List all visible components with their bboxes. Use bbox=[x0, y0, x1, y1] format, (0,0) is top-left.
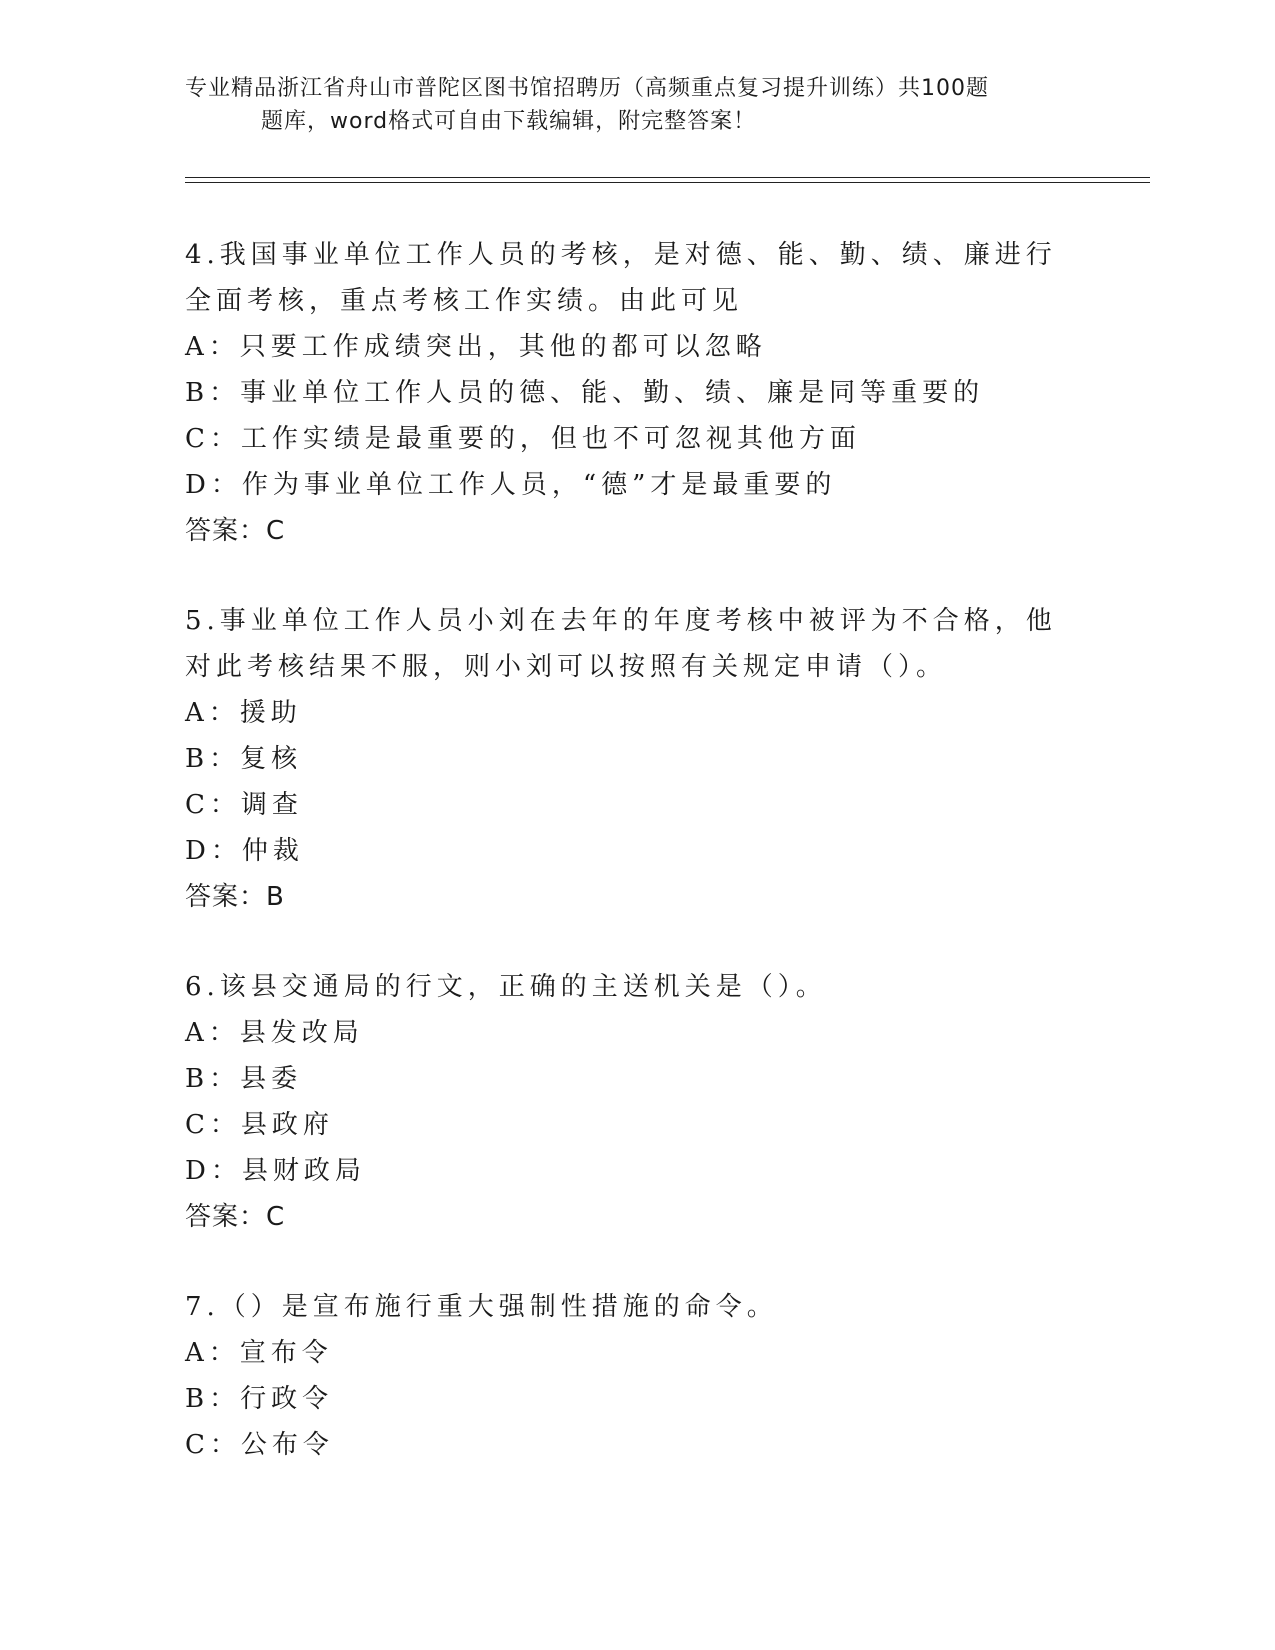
header-title-line-1: 专业精品浙江省舟山市普陀区图书馆招聘历（高频重点复习提升训练）共100题 bbox=[185, 76, 989, 101]
option-a: A：宣布令 bbox=[185, 1338, 333, 1368]
question-text: 7.（）是宣布施行重大强制性措施的命令。 bbox=[185, 1292, 778, 1322]
answer-line: 答案：C bbox=[185, 1202, 286, 1232]
header-divider-bottom bbox=[185, 182, 1150, 183]
question-text: 5.事业单位工作人员小刘在去年的年度考核中被评为不合格，他对此考核结果不服，则小刘可以按照有关规定申请（）。 bbox=[185, 606, 1057, 682]
option-b: B：复核 bbox=[185, 744, 303, 774]
answer-line: 答案：C bbox=[185, 516, 286, 546]
document-header bbox=[185, 72, 1065, 138]
option-c: C：调查 bbox=[185, 790, 303, 820]
header-divider-top bbox=[185, 177, 1150, 178]
question-item bbox=[185, 598, 1085, 920]
question-item bbox=[185, 1284, 1085, 1468]
option-a: A：援助 bbox=[185, 698, 302, 728]
option-b: B：县委 bbox=[185, 1064, 303, 1094]
question-text: 6.该县交通局的行文，正确的主送机关是（）。 bbox=[185, 972, 827, 1002]
answer-line: 答案：B bbox=[185, 882, 285, 912]
option-c: C：公布令 bbox=[185, 1430, 334, 1460]
option-b: B：行政令 bbox=[185, 1384, 334, 1414]
option-b: B：事业单位工作人员的德、能、勤、绩、廉是同等重要的 bbox=[185, 378, 985, 408]
question-list bbox=[185, 232, 1085, 1512]
header-title-line-2: 题库，word格式可自由下载编辑，附完整答案！ bbox=[261, 109, 757, 134]
question-item bbox=[185, 964, 1085, 1240]
option-a: A：县发改局 bbox=[185, 1018, 364, 1048]
option-c: C：工作实绩是最重要的，但也不可忽视其他方面 bbox=[185, 424, 861, 454]
question-text: 4.我国事业单位工作人员的考核，是对德、能、勤、绩、廉进行全面考核，重点考核工作实绩。由此可见 bbox=[185, 240, 1057, 316]
option-d: D：作为事业单位工作人员，“德”才是最重要的 bbox=[185, 470, 837, 500]
option-d: D：仲裁 bbox=[185, 836, 304, 866]
question-item bbox=[185, 232, 1085, 554]
option-c: C：县政府 bbox=[185, 1110, 334, 1140]
option-d: D：县财政局 bbox=[185, 1156, 366, 1186]
option-a: A：只要工作成绩突出，其他的都可以忽略 bbox=[185, 332, 767, 362]
